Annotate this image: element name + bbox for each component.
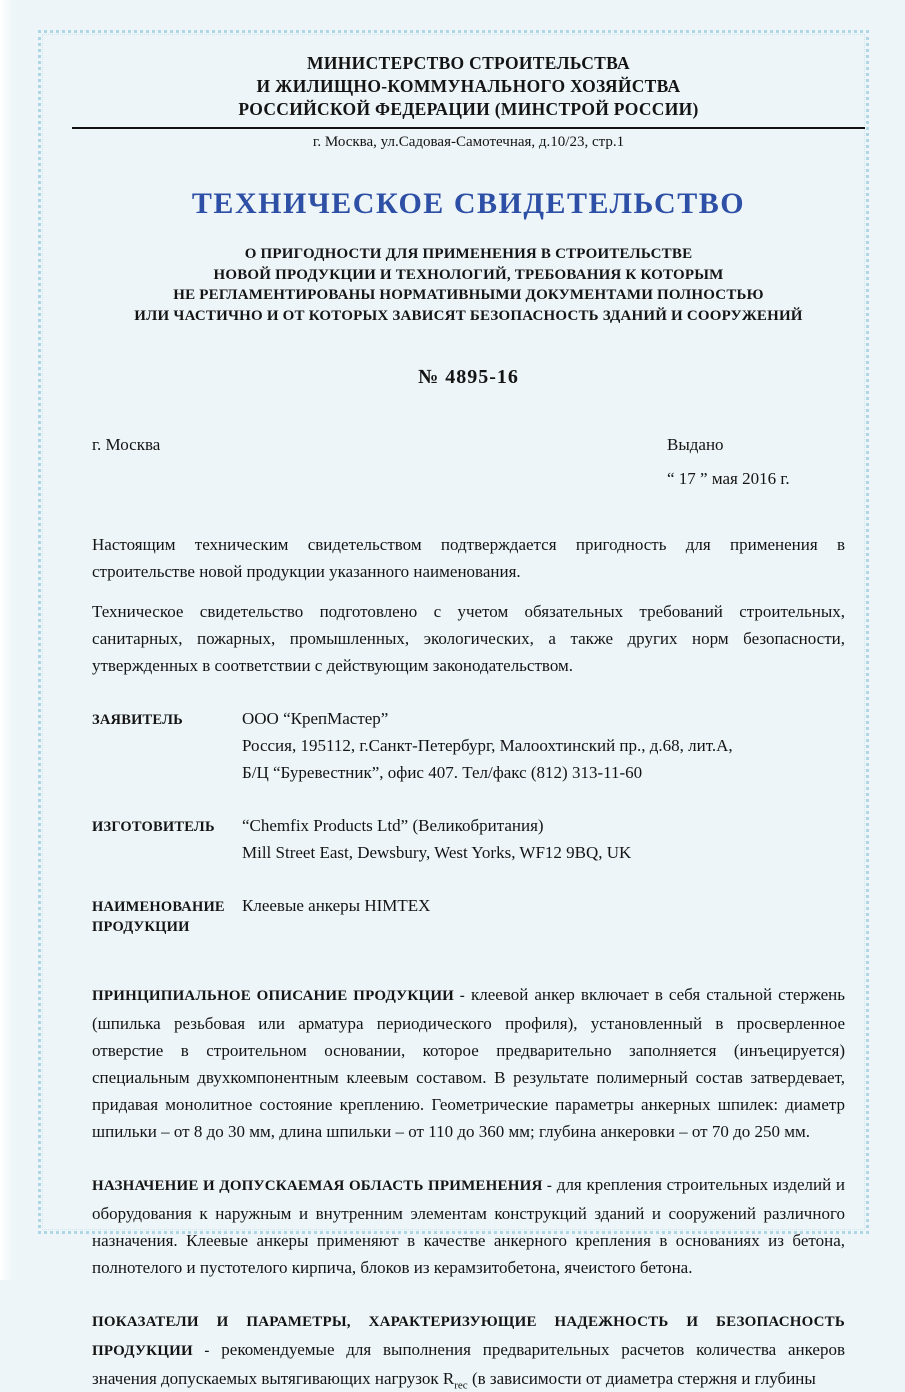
field-manufacturer: [92, 812, 845, 866]
intro-paragraph-2: Техническое свидетельство подготовлено с учетом обязательных требований строительных, санитарных, пожарных, промышленных, экологических, а также других норм безопасности, утвержденных в соответствии с действующим законодательством.: [92, 602, 845, 675]
field-applicant-value: [242, 705, 845, 786]
product-name-line-1: Клеевые анкеры HIMTEX: [242, 896, 431, 915]
fields-block: [92, 705, 845, 937]
subtitle-line-3: НЕ РЕГЛАМЕНТИРОВАНЫ НОРМАТИВНЫМИ ДОКУМЕНТАМИ ПОЛНОСТЬЮ: [173, 287, 764, 303]
manufacturer-line-2: Mill Street East, Dewsbury, West Yorks, WF12 9BQ, UK: [242, 843, 632, 862]
ministry-header: [92, 52, 845, 121]
issue-row: [92, 435, 845, 489]
section-description-body: клеевой анкер включает в себя стальной стержень (шпилька резьбовая или арматура периодического профиля), установленный в просверленное отверстие в строительном основании, которое предварительно заполняется (инъецируется) специальным двухкомпонентным клеевым составом. В результате полимерный состав затвердевает, придавая монолитное состояние креплению. Геометрические параметры анкерных шпилек: диаметр шпильки – от 8 до 30 мм, длина шпильки – от 110 до 360 мм; глубина анкеровки – от 70 до 250 мм.: [92, 985, 846, 1141]
r-rec-subscript: rec: [454, 1379, 468, 1392]
ministry-address: г. Москва, ул.Садовая-Самотечная, д.10/23, стр.1: [312, 134, 625, 150]
certificate-page: [92, 52, 845, 1392]
section-parameters-heading: ПОКАЗАТЕЛИ И ПАРАМЕТРЫ, ХАРАКТЕРИЗУЮЩИЕ НАДЕЖНОСТЬ И БЕЗОПАСНОСТЬ ПРОДУКЦИИ -: [92, 1314, 845, 1359]
issued-label: Выдано: [667, 435, 724, 454]
document-title: ТЕХНИЧЕСКОЕ СВИДЕТЕЛЬСТВО: [191, 187, 746, 220]
section-parameters-body-start: рекомендуемые для выполнения предварительных расчетов количества анкеров значения допускаемых вытягивающих нагрузок R: [92, 1340, 845, 1388]
section-parameters-body-end: (в зависимости от диаметра стержня и глубины: [467, 1369, 816, 1388]
field-product-name-label: НАИМЕНОВАНИЕ ПРОДУКЦИИ: [92, 899, 225, 935]
field-applicant: [92, 705, 845, 786]
section-application-heading: НАЗНАЧЕНИЕ И ДОПУСКАЕМАЯ ОБЛАСТЬ ПРИМЕНЕНИЯ -: [92, 1178, 553, 1194]
section-application-body: для крепления строительных изделий и оборудования к наружным и внутренним элементам конструкций зданий и сооружений различного назначения. Клеевые анкеры применяют в качестве анкерного крепления в основаниях из бетона, полнотелого и пустотелого кирпича, блоков из керамзитобетона, ячеистого бетона.: [92, 1175, 846, 1277]
ministry-line-1: МИНИСТЕРСТВО СТРОИТЕЛЬСТВА: [307, 53, 630, 73]
field-applicant-label: ЗАЯВИТЕЛЬ: [92, 712, 183, 728]
manufacturer-line-1: “Chemfix Products Ltd” (Великобритания): [242, 816, 544, 835]
ministry-line-3: РОССИЙСКОЙ ФЕДЕРАЦИИ (МИНСТРОЙ РОССИИ): [238, 99, 699, 119]
section-description-heading: ПРИНЦИПИАЛЬНОЕ ОПИСАНИЕ ПРОДУКЦИИ -: [92, 988, 465, 1004]
document-subtitle: [92, 244, 845, 326]
header-rule: [72, 127, 865, 129]
intro-paragraph-1: Настоящим техническим свидетельством подтверждается пригодность для применения в строительстве новой продукции указанного наименования.: [92, 535, 845, 581]
section-description: [92, 981, 845, 1145]
issue-city: г. Москва: [92, 435, 161, 454]
section-application: [92, 1171, 845, 1281]
field-product-name: [92, 892, 845, 937]
applicant-line-2: Россия, 195112, г.Санкт-Петербург, Малоохтинский пр., д.68, лит.А,: [242, 736, 733, 755]
applicant-line-3: Б/Ц “Буревестник”, офис 407. Тел/факс (812) 313-11-60: [242, 763, 643, 782]
subtitle-line-1: О ПРИГОДНОСТИ ДЛЯ ПРИМЕНЕНИЯ В СТРОИТЕЛЬСТВЕ: [244, 246, 693, 262]
issued-date: “ 17 ” мая 2016 г.: [667, 469, 790, 488]
section-parameters: [92, 1307, 845, 1392]
issued-block: [667, 435, 845, 489]
field-manufacturer-value: [242, 812, 845, 866]
field-product-name-value: [242, 892, 845, 937]
subtitle-line-2: НОВОЙ ПРОДУКЦИИ И ТЕХНОЛОГИЙ, ТРЕБОВАНИЯ К КОТОРЫМ: [213, 266, 724, 283]
subtitle-line-4: ИЛИ ЧАСТИЧНО И ОТ КОТОРЫХ ЗАВИСЯТ БЕЗОПАСНОСТЬ ЗДАНИЙ И СООРУЖЕНИЙ: [134, 307, 803, 324]
field-manufacturer-label: ИЗГОТОВИТЕЛЬ: [92, 819, 215, 835]
document-number: № 4895-16: [418, 366, 519, 388]
applicant-line-1: ООО “КрепМастер”: [242, 709, 389, 728]
scan-edge: [0, 0, 14, 1280]
ministry-line-2: И ЖИЛИЩНО-КОММУНАЛЬНОГО ХОЗЯЙСТВА: [256, 76, 681, 96]
